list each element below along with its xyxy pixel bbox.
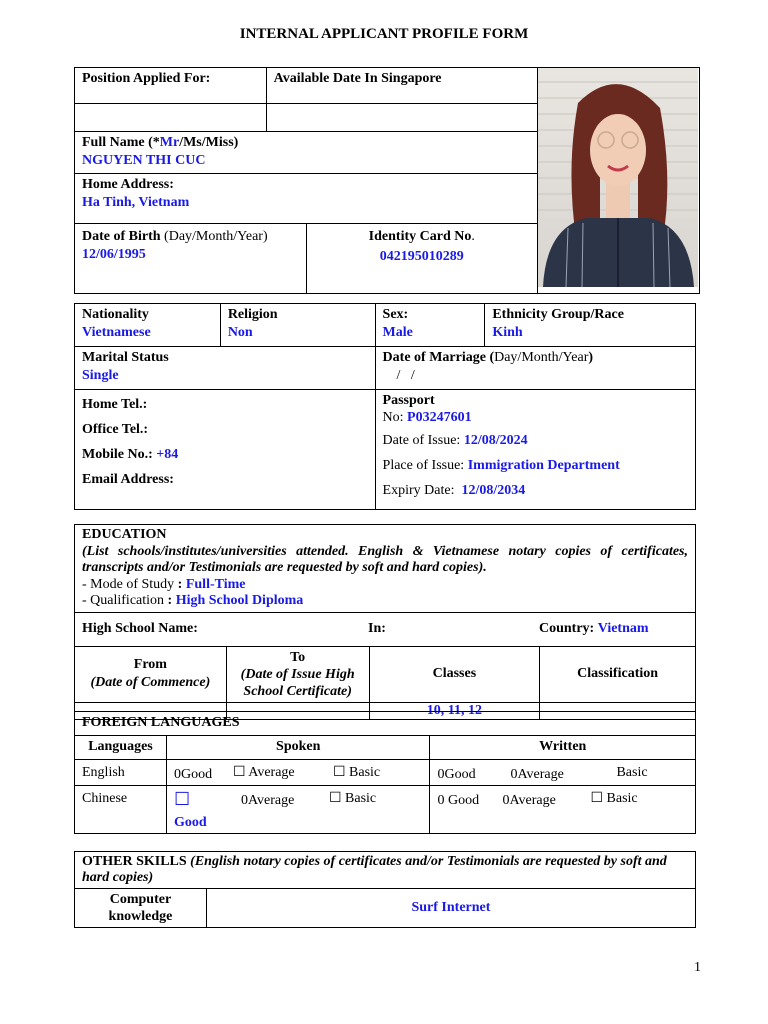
dob-label: Date of Birth: [82, 228, 161, 244]
fullname-label-mr: Mr: [159, 134, 180, 150]
cn-written-basic[interactable]: ☐ Basic: [590, 791, 638, 806]
fullname-label-b: /Ms/Miss): [179, 134, 239, 150]
qual-label: - Qualification: [82, 593, 165, 608]
photo-image: [538, 68, 698, 287]
classification-header: Classification: [540, 646, 696, 702]
classes-header: Classes: [369, 646, 540, 702]
idcard-value: 042195010289: [379, 248, 464, 264]
chinese-spoken: [166, 786, 430, 834]
cn-spoken-box[interactable]: ☐: [173, 789, 191, 809]
mode-value: Full-Time: [185, 576, 246, 592]
cn-written-good[interactable]: 0 Good: [437, 793, 480, 808]
mode-colon: :: [177, 576, 183, 592]
from-label: From: [133, 657, 167, 672]
to-header: [226, 646, 369, 702]
marriage-cell: [375, 347, 695, 390]
issue-value: 12/08/2024: [463, 433, 528, 448]
place-label: Place of Issue:: [382, 458, 465, 473]
from-sub: (Date of Commence): [90, 675, 211, 690]
education-header-cell: [75, 525, 696, 613]
applicant-photo: [537, 68, 699, 294]
fullname-cell: [75, 131, 538, 173]
passport-cell: [375, 390, 695, 510]
personal-table: [74, 303, 696, 510]
address-value: Ha Tinh, Vietnam: [82, 195, 190, 211]
marital-cell: [75, 347, 376, 390]
fullname-value: NGUYEN THI CUC: [82, 152, 206, 168]
computer-value: Surf Internet: [206, 889, 695, 928]
religion-label: Religion: [227, 307, 278, 322]
religion-value: Non: [227, 325, 253, 340]
languages-table: [74, 711, 696, 834]
ethnicity-value: Kinh: [492, 325, 523, 340]
available-label: Available Date In Singapore: [266, 68, 537, 104]
education-table: [74, 524, 696, 720]
ethnicity-cell: [485, 304, 696, 347]
page-number: 1: [694, 960, 701, 975]
expiry-label: Expiry Date:: [382, 483, 455, 498]
chinese-written: [430, 786, 696, 834]
col-written: Written: [430, 736, 696, 760]
lang-chinese: Chinese: [75, 786, 167, 834]
mobile-label: Mobile No.:: [82, 447, 153, 462]
officetel-label: Office Tel.:: [82, 422, 149, 437]
idcard-dot: .: [471, 228, 475, 244]
qual-colon: :: [167, 593, 173, 608]
available-value: [266, 104, 537, 132]
position-value: [75, 104, 267, 132]
computer-label: Computer knowledge: [75, 889, 207, 928]
position-label: Position Applied For:: [75, 68, 267, 104]
to-sub: (Date of Issue High School Certificate): [240, 666, 355, 699]
sex-label: Sex:: [382, 307, 409, 322]
en-written-basic[interactable]: Basic: [616, 765, 648, 780]
other-skills-header: [75, 852, 696, 889]
issue-label: Date of Issue:: [382, 433, 461, 448]
lang-english: English: [75, 760, 167, 786]
idcard-cell: [306, 223, 537, 293]
hometel-label: Home Tel.:: [82, 397, 148, 412]
cn-spoken-good: Good: [173, 815, 207, 830]
marital-value: Single: [82, 368, 119, 383]
sex-value: Male: [382, 325, 413, 340]
expiry-value: 12/08/2034: [461, 483, 526, 498]
form-title: INTERNAL APPLICANT PROFILE FORM: [239, 26, 529, 42]
education-heading: EDUCATION: [82, 527, 167, 542]
country-label: Country:: [539, 621, 595, 636]
idcard-label: Identity Card No: [368, 228, 472, 244]
en-spoken-good[interactable]: 0Good: [173, 767, 213, 782]
fullname-label-a: Full Name (*: [82, 134, 160, 150]
passport-label: Passport: [382, 393, 435, 408]
marriage-value: / /: [396, 368, 415, 383]
email-label: Email Address:: [82, 472, 174, 487]
ethnicity-label: Ethnicity Group/Race: [492, 307, 624, 322]
passport-no-label: No:: [382, 410, 404, 425]
nationality-label: Nationality: [82, 307, 149, 322]
marital-label: Marital Status: [82, 350, 169, 365]
school-label: High School Name:: [82, 621, 198, 636]
school-row: [75, 612, 696, 646]
cn-written-average[interactable]: 0Average: [502, 793, 556, 808]
religion-cell: [220, 304, 375, 347]
dob-value: 12/06/1995: [82, 246, 146, 262]
other-skills-table: [74, 851, 696, 928]
en-spoken-basic[interactable]: ☐ Basic: [332, 765, 381, 780]
mode-label: - Mode of Study: [82, 576, 175, 592]
dob-format: (Day/Month/Year): [164, 228, 268, 244]
nationality-cell: [75, 304, 221, 347]
from-header: [75, 646, 227, 702]
mobile-value: +84: [156, 447, 179, 462]
to-label: To: [290, 649, 306, 665]
languages-heading: FOREIGN LANGUAGES: [75, 712, 696, 736]
in-label: In:: [368, 621, 386, 636]
en-written-average[interactable]: 0Average: [510, 767, 564, 782]
marriage-close: ): [588, 350, 594, 365]
english-written: [430, 760, 696, 786]
marriage-format: Day/Month/Year: [494, 350, 589, 365]
col-spoken: Spoken: [166, 736, 430, 760]
address-cell: [75, 174, 538, 224]
dob-cell: [75, 223, 307, 293]
address-label: Home Address:: [82, 177, 174, 193]
cn-spoken-basic[interactable]: ☐ Basic: [328, 791, 377, 806]
passport-no-value: P03247601: [407, 410, 472, 425]
cn-spoken-average[interactable]: 0Average: [240, 793, 295, 808]
education-note: (List schools/institutes/universities attended. English & Vietnamese notary copies of certificates, transcripts and/or Testimonials are requested by soft and hard copies).: [82, 543, 688, 575]
en-written-good[interactable]: 0Good: [437, 767, 476, 782]
sex-cell: [375, 304, 485, 347]
place-value: Immigration Department: [467, 458, 620, 473]
top-table: [74, 67, 700, 294]
country-value: Vietnam: [597, 621, 649, 636]
qual-value: High School Diploma: [175, 593, 304, 608]
marriage-label: Date of Marriage (: [382, 350, 495, 365]
nationality-value: Vietnamese: [82, 325, 151, 340]
classes-value: 10, 11, 12: [369, 702, 540, 719]
other-skills-note: (English notary copies of certificates and/or Testimonials are requested by soft and hard copies): [82, 854, 667, 885]
other-skills-heading: OTHER SKILLS: [82, 854, 187, 869]
english-spoken: [166, 760, 430, 786]
contact-cell: [75, 390, 376, 510]
en-spoken-average[interactable]: ☐ Average: [232, 765, 295, 780]
col-languages: Languages: [75, 736, 167, 760]
